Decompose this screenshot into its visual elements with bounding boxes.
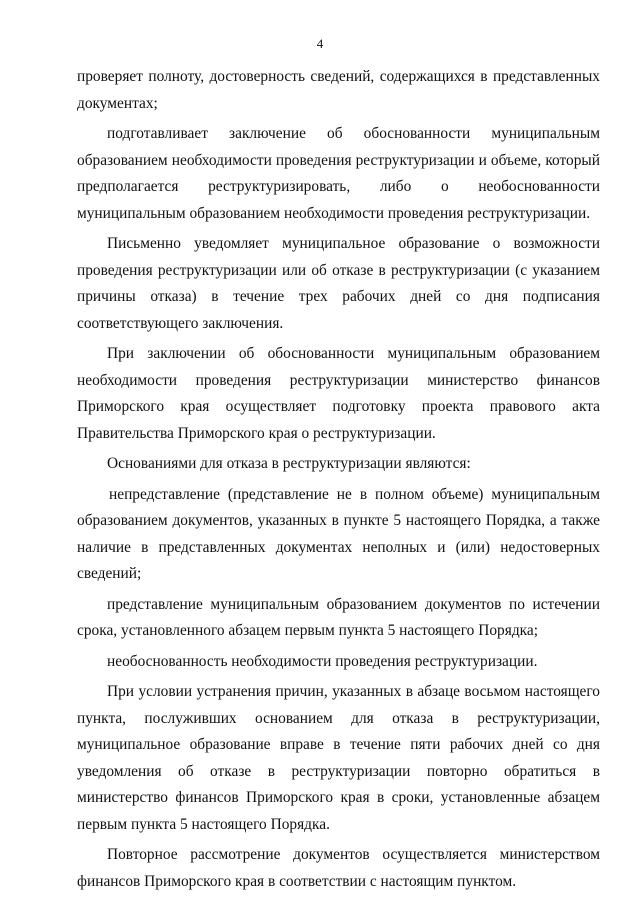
document-body [77, 64, 600, 895]
paragraph-refusal-ground-2: представление муниципальным образованием документов по истечении срока, установленного абзацем первым пункта 5 настоящего Порядка; [77, 595, 600, 639]
paragraph-repeated-review: Повторное рассмотрение документов осуществляется министерством финансов Приморского края в соответствии с настоящим пунктом. [77, 846, 600, 890]
paragraph-refusal-grounds-heading: Основаниями для отказа в реструктуризации являются: [107, 455, 471, 472]
paragraph-refusal-ground-3: необоснованность необходимости проведения реструктуризации. [107, 652, 538, 670]
paragraph-legal-act: При заключении об обоснованности муниципальным образованием необходимости проведения реструктуризации министерство финансов Приморского края осуществляет подготовку проекта правового акта Правительства Приморского края о реструктуризации. [77, 345, 600, 442]
paragraph-prepare-conclusion: подготавливает заключение об обоснованности муниципальным образованием необходимости проведения реструктуризации и объеме, который предполагается реструктуризировать, либо о необоснованности муниципальным образованием необходимости проведения реструктуризации. [77, 125, 600, 222]
page-number: 4 [316, 36, 324, 51]
paragraph-resubmission: При условии устранения причин, указанных в абзаце восьмом настоящего пункта, послуживших основанием для отказа в реструктуризации, муниципальное образование вправе в течение пяти рабочих дней со дня уведомления об отказе в реструктуризации повторно обратиться в министерство финансов Приморского края в сроки, установленные абзацем первым пункта 5 настоящего Порядка. [77, 683, 600, 833]
paragraph-written-notice: Письменно уведомляет муниципальное образование о возможности проведения реструктуризации или об отказе в реструктуризации (с указанием причины отказа) в течение трех рабочих дней со дня подписания соответствующего заключения. [77, 235, 600, 332]
paragraph-check-documents: проверяет полноту, достоверность сведений, содержащихся в представленных документах; [77, 68, 600, 112]
paragraph-refusal-ground-1: непредставление (представление не в полном объеме) муниципальным образованием документов, указанных в пункте 5 настоящего Порядка, а также наличие в представленных документах неполных и (или) недостоверных сведений; [77, 485, 600, 582]
